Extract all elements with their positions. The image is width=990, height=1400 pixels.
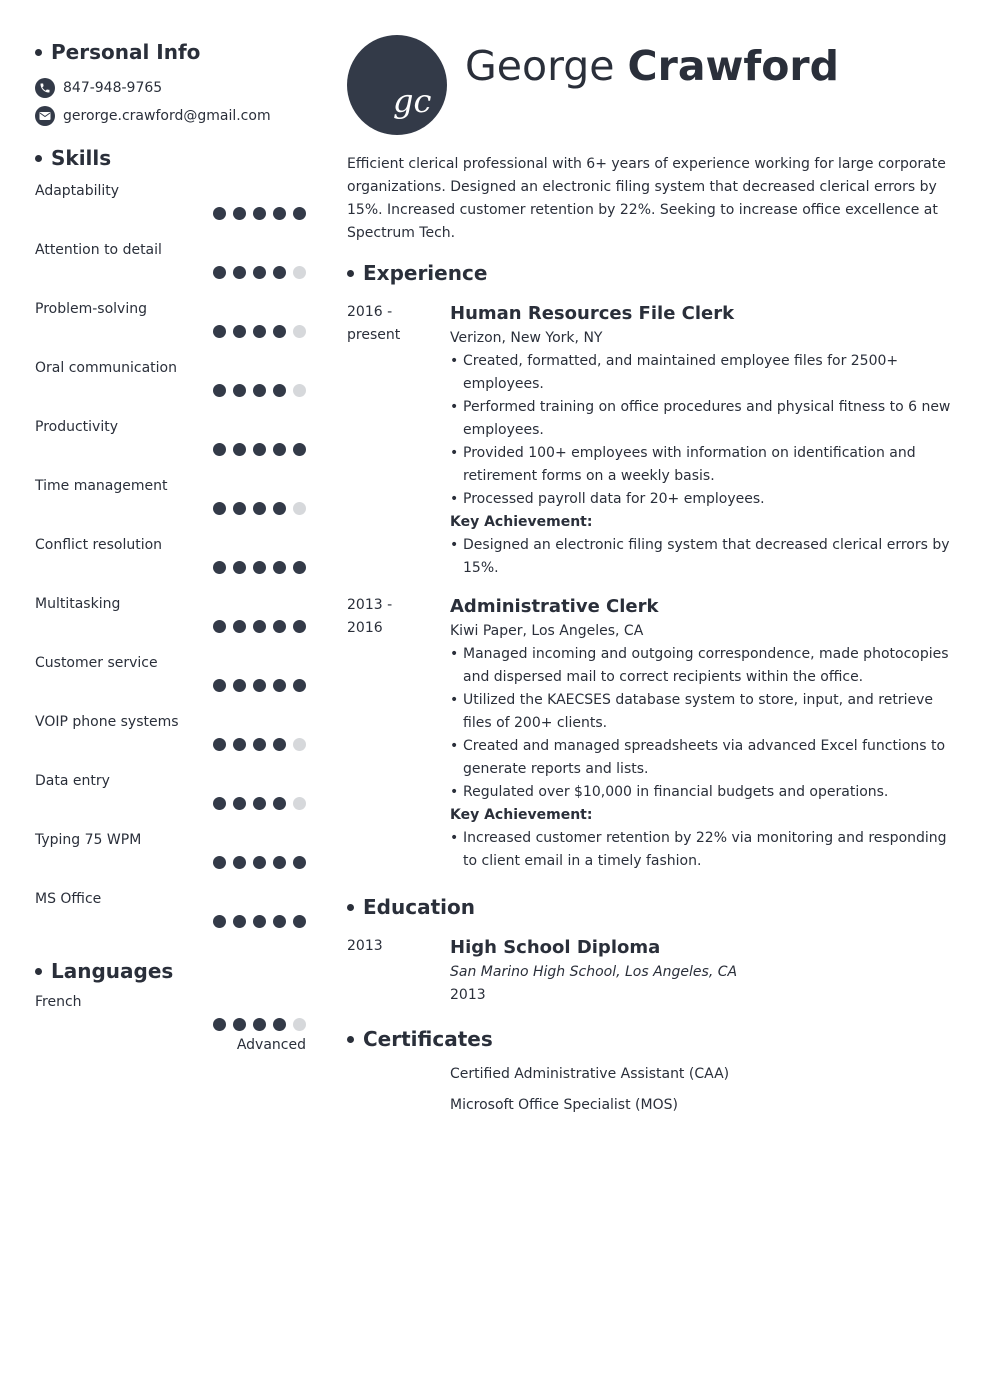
skill-item [35,587,306,646]
job-company: Verizon, New York, NY [450,330,603,346]
rating-dot-filled [213,502,226,515]
main-content [347,35,957,1125]
key-achievements [450,827,957,873]
job-entry [347,301,957,580]
rating-dot-filled [253,620,266,633]
rating-dot-filled [213,266,226,279]
skill-rating [206,443,306,456]
last-name: Crawford [627,42,839,90]
skill-name: Productivity [35,419,118,435]
rating-dot-empty [293,266,306,279]
rating-dot-filled [273,1018,286,1031]
key-achievement-label: Key Achievement: [450,807,593,823]
rating-dot-filled [213,384,226,397]
skills-list [35,174,306,941]
email-row [35,106,306,126]
skill-name: Attention to detail [35,242,162,258]
skill-name: Conflict resolution [35,537,163,553]
rating-dot-filled [213,620,226,633]
rating-dot-filled [273,679,286,692]
skill-rating [206,561,306,574]
rating-dot-filled [273,856,286,869]
rating-dot-empty [293,797,306,810]
rating-dot-empty [293,502,306,515]
duty-item: • Created, formatted, and maintained employee files for 2500+ employees. [450,350,957,396]
rating-dot-filled [213,1018,226,1031]
job-date-start: 2013 - [347,597,393,613]
job-dates [347,594,450,873]
rating-dot-filled [213,207,226,220]
certificates-list [450,1063,957,1117]
rating-dot-filled [273,561,286,574]
rating-dot-filled [253,1018,266,1031]
rating-dot-filled [293,443,306,456]
skill-item [35,410,306,469]
rating-dot-filled [233,620,246,633]
rating-dot-filled [273,620,286,633]
skill-name: Oral communication [35,360,177,376]
skill-name: Adaptability [35,183,120,199]
language-item [35,985,306,1065]
duty-item: • Processed payroll data for 20+ employees. [450,488,957,511]
languages-list [35,985,306,1065]
job-entry [347,594,957,873]
achievement-item: • Designed an electronic filing system that decreased clerical errors by 15%. [450,534,957,580]
job-date-start: 2016 - [347,304,393,320]
graduation-year: 2013 [450,987,486,1003]
phone-row [35,78,306,98]
skill-rating [206,502,306,515]
key-achievements [450,534,957,580]
rating-dot-filled [233,502,246,515]
rating-dot-filled [253,915,266,928]
rating-dot-filled [233,856,246,869]
envelope-icon [35,106,55,126]
duty-item: • Regulated over $10,000 in financial budgets and operations. [450,781,957,804]
job-date-end: 2016 [347,620,383,636]
personal-info-heading: Personal Info [35,38,306,66]
achievement-item: • Increased customer retention by 22% via monitoring and responding to client email in a timely fashion. [450,827,957,873]
skill-item [35,823,306,882]
languages-heading: Languages [35,957,306,985]
job-body [450,301,957,580]
skill-item [35,469,306,528]
skill-item [35,292,306,351]
rating-dot-filled [233,679,246,692]
rating-dot-filled [253,443,266,456]
rating-dot-filled [213,561,226,574]
skill-name: Multitasking [35,596,121,612]
education-body [450,935,957,1007]
rating-dot-filled [273,738,286,751]
duty-item: • Managed incoming and outgoing correspondence, made photocopies and dispersed mail to correct recipients within the office. [450,643,957,689]
rating-dot-filled [233,443,246,456]
rating-dot-filled [253,797,266,810]
job-title: Human Resources File Clerk [450,303,735,324]
certificate-item: Certified Administrative Assistant (CAA) [450,1066,730,1082]
experience-list [347,301,957,873]
rating-dot-filled [273,325,286,338]
rating-dot-filled [233,561,246,574]
skill-rating [206,856,306,869]
education-list [347,935,957,1007]
skills-heading: Skills [35,144,306,172]
skill-rating [206,384,306,397]
skill-item [35,174,306,233]
rating-dot-filled [213,797,226,810]
rating-dot-filled [293,561,306,574]
rating-dot-filled [293,915,306,928]
job-body [450,594,957,873]
skill-item [35,882,306,941]
sidebar [35,38,306,1065]
rating-dot-filled [253,561,266,574]
first-name: George [465,42,615,90]
rating-dot-filled [233,384,246,397]
certificate-item: Microsoft Office Specialist (MOS) [450,1097,678,1113]
rating-dot-filled [253,502,266,515]
education-heading: Education [347,893,957,921]
rating-dot-filled [233,325,246,338]
rating-dot-filled [273,915,286,928]
rating-dot-filled [233,797,246,810]
school: San Marino High School, Los Angeles, CA [450,964,738,980]
full-name [465,41,839,91]
skill-rating [206,915,306,928]
education-date: 2013 [347,938,383,954]
skill-name: Data entry [35,773,110,789]
rating-dot-filled [273,384,286,397]
experience-heading: Experience [347,259,957,287]
avatar-initials: gc [393,82,432,120]
rating-dot-filled [253,266,266,279]
phone-number[interactable]: 847-948-9765 [63,80,163,96]
duty-item: • Utilized the KAECSES database system to store, input, and retrieve files of 200+ clients. [450,689,957,735]
skill-rating [206,738,306,751]
phone-icon [35,78,55,98]
skill-name: MS Office [35,891,102,907]
rating-dot-filled [233,1018,246,1031]
rating-dot-filled [213,443,226,456]
rating-dot-filled [293,679,306,692]
skill-rating [206,679,306,692]
rating-dot-filled [273,443,286,456]
rating-dot-filled [253,679,266,692]
skill-name: VOIP phone systems [35,714,179,730]
skill-item [35,528,306,587]
certificates-heading: Certificates [347,1025,957,1053]
rating-dot-filled [213,679,226,692]
skill-name: Customer service [35,655,158,671]
rating-dot-filled [213,915,226,928]
job-dates [347,301,450,580]
rating-dot-filled [273,502,286,515]
language-name: French [35,994,82,1010]
skill-rating [206,266,306,279]
duty-item: • Created and managed spreadsheets via advanced Excel functions to generate reports and lists. [450,735,957,781]
rating-dot-filled [273,266,286,279]
rating-dot-filled [253,738,266,751]
language-level: Advanced [236,1037,306,1053]
language-rating [206,1018,306,1031]
job-company: Kiwi Paper, Los Angeles, CA [450,623,644,639]
job-title: Administrative Clerk [450,596,659,617]
skill-item [35,646,306,705]
rating-dot-filled [213,325,226,338]
rating-dot-empty [293,1018,306,1031]
education-entry [347,935,957,1007]
rating-dot-filled [293,207,306,220]
degree: High School Diploma [450,937,661,958]
rating-dot-filled [213,738,226,751]
rating-dot-filled [293,856,306,869]
rating-dot-filled [253,856,266,869]
skill-rating [206,325,306,338]
rating-dot-filled [233,915,246,928]
skill-item [35,764,306,823]
email-address[interactable]: gerorge.crawford@gmail.com [63,108,271,124]
rating-dot-filled [253,325,266,338]
rating-dot-filled [233,266,246,279]
rating-dot-filled [213,856,226,869]
rating-dot-empty [293,325,306,338]
rating-dot-empty [293,738,306,751]
resume-header [347,35,957,135]
duty-item: • Provided 100+ employees with information on identification and retirement forms on a weekly basis. [450,442,957,488]
rating-dot-filled [293,620,306,633]
job-duties [450,643,957,804]
skill-name: Time management [35,478,168,494]
skill-item [35,705,306,764]
duty-item: • Performed training on office procedures and physical fitness to 6 new employees. [450,396,957,442]
skill-name: Typing 75 WPM [35,832,142,848]
rating-dot-filled [273,207,286,220]
job-date-end: present [347,327,401,343]
job-duties [450,350,957,511]
skill-rating [206,797,306,810]
rating-dot-filled [233,207,246,220]
rating-dot-filled [253,207,266,220]
rating-dot-filled [253,384,266,397]
skill-item [35,233,306,292]
key-achievement-label: Key Achievement: [450,514,593,530]
summary: Efficient clerical professional with 6+ years of experience working for large corporate organizations. Designed an electronic filing system that decreased clerical errors by 15%. Increased customer retention by 22%. Seeking to increase office excellence at Spectrum Tech. [347,156,946,241]
skill-name: Problem-solving [35,301,147,317]
rating-dot-filled [233,738,246,751]
skill-rating [206,207,306,220]
rating-dot-filled [273,797,286,810]
avatar [347,35,447,135]
skill-item [35,351,306,410]
skill-rating [206,620,306,633]
rating-dot-empty [293,384,306,397]
